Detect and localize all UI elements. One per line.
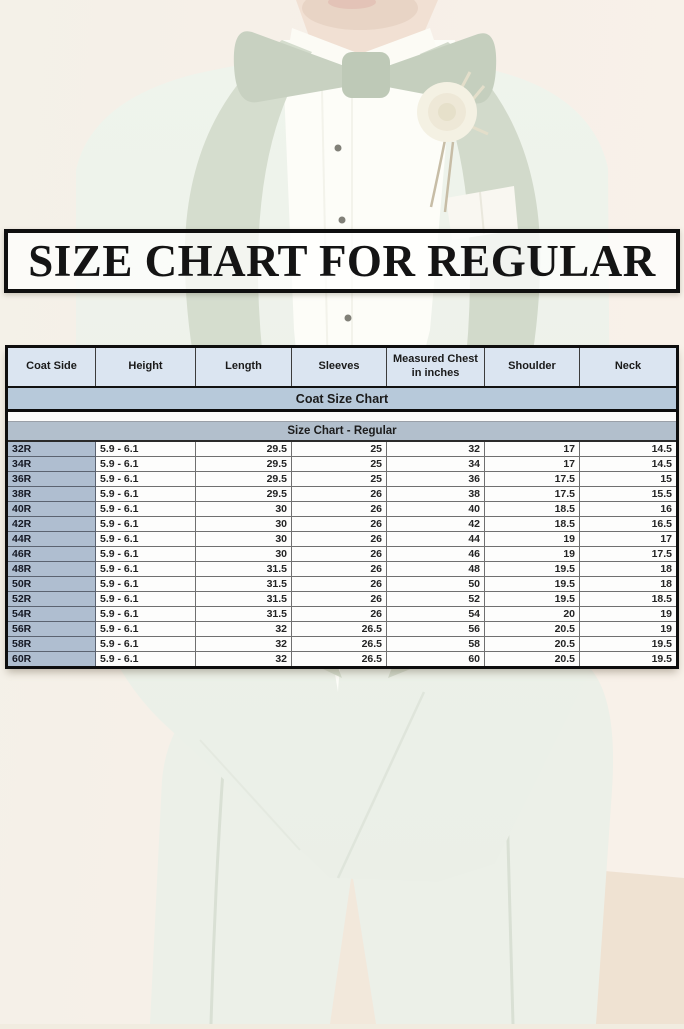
measurement-cell: 30: [196, 532, 292, 547]
table-row: [7, 622, 678, 637]
measurement-cell: 26: [292, 502, 387, 517]
measurement-cell: 5.9 - 6.1: [96, 592, 196, 607]
measurement-cell: 26: [292, 607, 387, 622]
column-header: Neck: [580, 347, 678, 388]
measurement-cell: 32: [387, 441, 485, 457]
measurement-cell: 30: [196, 502, 292, 517]
measurement-cell: 17: [580, 532, 678, 547]
table-row: [7, 652, 678, 668]
measurement-cell: 17: [485, 457, 580, 472]
table-row: [7, 577, 678, 592]
measurement-cell: 44: [387, 532, 485, 547]
measurement-cell: 32: [196, 622, 292, 637]
measurement-cell: 42: [387, 517, 485, 532]
measurement-cell: 5.9 - 6.1: [96, 502, 196, 517]
measurement-cell: 29.5: [196, 457, 292, 472]
measurement-cell: 40: [387, 502, 485, 517]
table-spacer-row: [7, 411, 678, 422]
measurement-cell: 36: [387, 472, 485, 487]
measurement-cell: 5.9 - 6.1: [96, 532, 196, 547]
table-row: [7, 532, 678, 547]
table-title: Coat Size Chart: [7, 387, 678, 411]
column-header: Length: [196, 347, 292, 388]
coat-size-cell: 42R: [7, 517, 96, 532]
measurement-cell: 19.5: [580, 637, 678, 652]
measurement-cell: 38: [387, 487, 485, 502]
measurement-cell: 5.9 - 6.1: [96, 441, 196, 457]
measurement-cell: 19: [485, 532, 580, 547]
coat-size-cell: 34R: [7, 457, 96, 472]
measurement-cell: 26: [292, 487, 387, 502]
measurement-cell: 5.9 - 6.1: [96, 457, 196, 472]
measurement-cell: 58: [387, 637, 485, 652]
measurement-cell: 31.5: [196, 592, 292, 607]
measurement-cell: 26: [292, 547, 387, 562]
size-table-body: [7, 441, 678, 668]
measurement-cell: 18.5: [485, 502, 580, 517]
measurement-cell: 29.5: [196, 472, 292, 487]
measurement-cell: 17: [485, 441, 580, 457]
measurement-cell: 31.5: [196, 562, 292, 577]
measurement-cell: 26: [292, 532, 387, 547]
measurement-cell: 15.5: [580, 487, 678, 502]
measurement-cell: 19: [485, 547, 580, 562]
coat-size-table: [5, 345, 679, 669]
measurement-cell: 17.5: [485, 472, 580, 487]
coat-size-cell: 38R: [7, 487, 96, 502]
measurement-cell: 26: [292, 592, 387, 607]
measurement-cell: 34: [387, 457, 485, 472]
table-row: [7, 592, 678, 607]
column-header: Coat Side: [7, 347, 96, 388]
coat-size-cell: 56R: [7, 622, 96, 637]
measurement-cell: 5.9 - 6.1: [96, 547, 196, 562]
measurement-cell: 5.9 - 6.1: [96, 652, 196, 668]
coat-size-cell: 48R: [7, 562, 96, 577]
coat-size-cell: 40R: [7, 502, 96, 517]
measurement-cell: 5.9 - 6.1: [96, 637, 196, 652]
column-header: Sleeves: [292, 347, 387, 388]
measurement-cell: 26.5: [292, 652, 387, 668]
measurement-cell: 19.5: [580, 652, 678, 668]
table-row: [7, 487, 678, 502]
measurement-cell: 16.5: [580, 517, 678, 532]
coat-size-cell: 50R: [7, 577, 96, 592]
measurement-cell: 50: [387, 577, 485, 592]
measurement-cell: 32: [196, 652, 292, 668]
measurement-cell: 26.5: [292, 637, 387, 652]
measurement-cell: 17.5: [485, 487, 580, 502]
measurement-cell: 31.5: [196, 607, 292, 622]
measurement-cell: 29.5: [196, 441, 292, 457]
table-subtitle: Size Chart - Regular: [7, 422, 678, 442]
coat-size-cell: 44R: [7, 532, 96, 547]
measurement-cell: 5.9 - 6.1: [96, 472, 196, 487]
measurement-cell: 5.9 - 6.1: [96, 517, 196, 532]
column-header: Measured Chest in inches: [387, 347, 485, 388]
measurement-cell: 19: [580, 607, 678, 622]
table-title-row: [7, 387, 678, 411]
measurement-cell: 26: [292, 562, 387, 577]
measurement-cell: 5.9 - 6.1: [96, 607, 196, 622]
measurement-cell: 26: [292, 517, 387, 532]
measurement-cell: 16: [580, 502, 678, 517]
measurement-cell: 18.5: [485, 517, 580, 532]
measurement-cell: 5.9 - 6.1: [96, 622, 196, 637]
measurement-cell: 18: [580, 562, 678, 577]
measurement-cell: 52: [387, 592, 485, 607]
measurement-cell: 19: [580, 622, 678, 637]
coat-size-cell: 54R: [7, 607, 96, 622]
measurement-cell: 30: [196, 517, 292, 532]
coat-size-cell: 60R: [7, 652, 96, 668]
size-chart-banner: [4, 229, 680, 293]
measurement-cell: 48: [387, 562, 485, 577]
column-header: Height: [96, 347, 196, 388]
measurement-cell: 46: [387, 547, 485, 562]
measurement-cell: 18.5: [580, 592, 678, 607]
column-header: Shoulder: [485, 347, 580, 388]
measurement-cell: 14.5: [580, 441, 678, 457]
measurement-cell: 19.5: [485, 562, 580, 577]
measurement-cell: 15: [580, 472, 678, 487]
measurement-cell: 30: [196, 547, 292, 562]
coat-size-cell: 36R: [7, 472, 96, 487]
coat-size-cell: 58R: [7, 637, 96, 652]
measurement-cell: 20.5: [485, 652, 580, 668]
measurement-cell: 56: [387, 622, 485, 637]
measurement-cell: 31.5: [196, 577, 292, 592]
measurement-cell: 5.9 - 6.1: [96, 562, 196, 577]
measurement-cell: 18: [580, 577, 678, 592]
table-row: [7, 472, 678, 487]
table-row: [7, 457, 678, 472]
measurement-cell: 60: [387, 652, 485, 668]
coat-size-cell: 46R: [7, 547, 96, 562]
table-row: [7, 607, 678, 622]
table-row: [7, 502, 678, 517]
banner-title: SIZE CHART FOR REGULAR: [28, 236, 656, 286]
measurement-cell: 17.5: [580, 547, 678, 562]
measurement-cell: 25: [292, 472, 387, 487]
table-row: [7, 562, 678, 577]
coat-size-cell: 32R: [7, 441, 96, 457]
measurement-cell: 20.5: [485, 622, 580, 637]
measurement-cell: 25: [292, 441, 387, 457]
measurement-cell: 26.5: [292, 622, 387, 637]
measurement-cell: 26: [292, 577, 387, 592]
measurement-cell: 19.5: [485, 577, 580, 592]
table-row: [7, 441, 678, 457]
measurement-cell: 54: [387, 607, 485, 622]
measurement-cell: 14.5: [580, 457, 678, 472]
measurement-cell: 29.5: [196, 487, 292, 502]
measurement-cell: 32: [196, 637, 292, 652]
table-row: [7, 547, 678, 562]
table-row: [7, 637, 678, 652]
table-row: [7, 517, 678, 532]
measurement-cell: 5.9 - 6.1: [96, 577, 196, 592]
measurement-cell: 20.5: [485, 637, 580, 652]
header-row: [7, 347, 678, 388]
size-table-meta: [7, 387, 678, 441]
coat-size-cell: 52R: [7, 592, 96, 607]
table-subtitle-row: [7, 422, 678, 442]
measurement-cell: 19.5: [485, 592, 580, 607]
measurement-cell: 5.9 - 6.1: [96, 487, 196, 502]
measurement-cell: 25: [292, 457, 387, 472]
measurement-cell: 20: [485, 607, 580, 622]
